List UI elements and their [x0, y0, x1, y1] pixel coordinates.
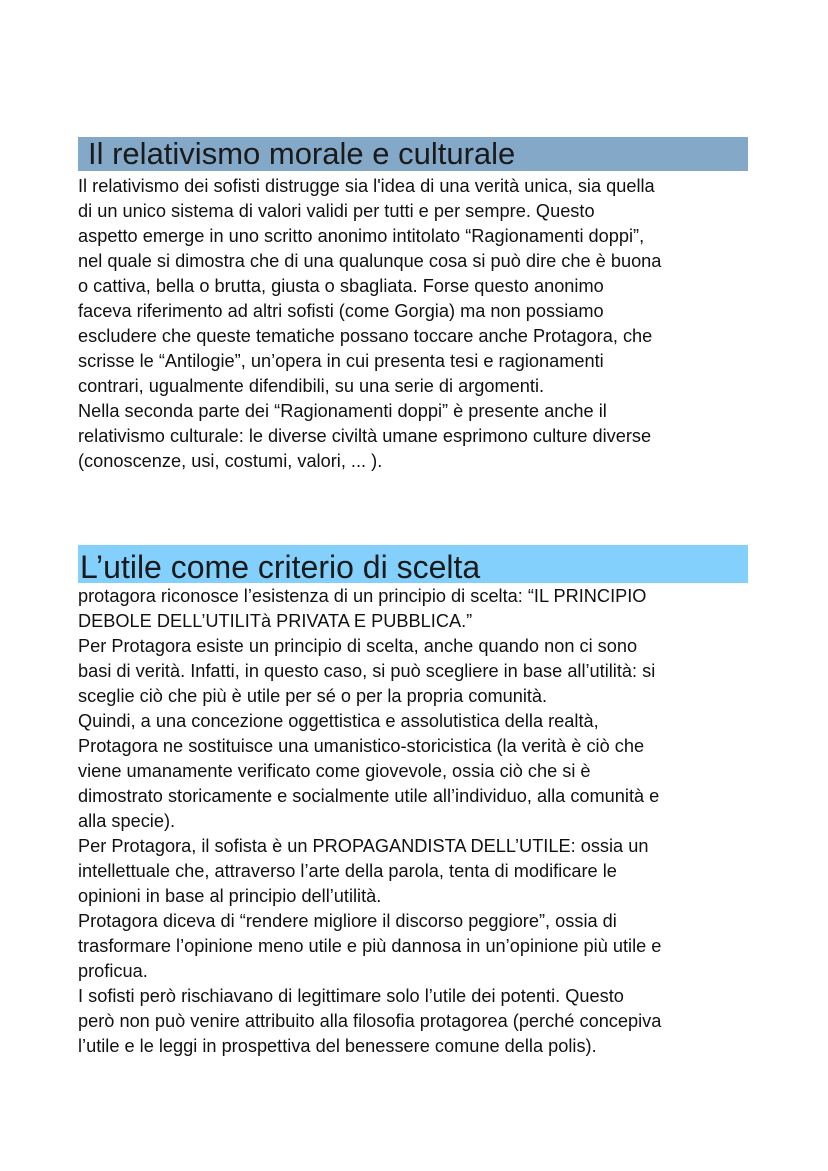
text-line: relativismo culturale: le diverse civiltà umane esprimono culture diverse [78, 426, 652, 446]
section-relativismo [78, 137, 748, 474]
text-line: però non può venire attribuito alla filosofia protagorea (perché concepiva [78, 1011, 662, 1031]
section-body-relativismo [78, 174, 748, 474]
text-line: o cattiva, bella o brutta, giusta o sbagliata. Forse questo anonimo [78, 276, 604, 296]
text-line: Protagora diceva di “rendere migliore il discorso peggiore”, ossia di [78, 911, 617, 931]
text-line: dimostrato storicamente e socialmente utile all’individuo, alla comunità e [78, 786, 660, 806]
text-line: protagora riconosce l’esistenza di un principio di scelta: “IL PRINCIPIO [78, 586, 647, 606]
text-line: alla specie). [78, 811, 176, 831]
section-body-utile [78, 584, 748, 1059]
text-line: nel quale si dimostra che di una qualunque cosa si può dire che è buona [78, 251, 662, 271]
text-line: Nella seconda parte dei “Ragionamenti doppi” è presente anche il [78, 401, 607, 421]
text-line: I sofisti però rischiavano di legittimare solo l’utile dei potenti. Questo [78, 986, 624, 1006]
text-line: (conoscenze, usi, costumi, valori, ... ). [78, 451, 383, 471]
text-line: DEBOLE DELL’UTILITà PRIVATA E PUBBLICA.” [78, 611, 473, 631]
text-line: basi di verità. Infatti, in questo caso, si può scegliere in base all’utilità: si [78, 661, 656, 681]
text-line: Per Protagora esiste un principio di scelta, anche quando non ci sono [78, 636, 638, 656]
text-line: scrisse le “Antilogie”, un’opera in cui presenta tesi e ragionamenti [78, 351, 604, 371]
text-line: opinioni in base al principio dell’utilità. [78, 886, 382, 906]
text-line: aspetto emerge in uno scritto anonimo intitolato “Ragionamenti doppi”, [78, 226, 645, 246]
text-line: viene umanamente verificato come giovevole, ossia ciò che si è [78, 761, 591, 781]
text-line: l’utile e le leggi in prospettiva del benessere comune della polis). [78, 1036, 597, 1056]
text-line: contrari, ugualmente difendibili, su una serie di argomenti. [78, 376, 545, 396]
text-line: faceva riferimento ad altri sofisti (come Gorgia) ma non possiamo [78, 301, 604, 321]
section-heading-relativismo: Il relativismo morale e culturale [78, 137, 748, 171]
text-line: escludere che queste tematiche possano toccare anche Protagora, che [78, 326, 653, 346]
text-line: Il relativismo dei sofisti distrugge sia l'idea di una verità unica, sia quella [78, 176, 655, 196]
section-heading-utile: L’utile come criterio di scelta [78, 545, 748, 583]
text-line: Quindi, a una concezione oggettistica e assolutistica della realtà, [78, 711, 599, 731]
text-line: di un unico sistema di valori validi per tutti e per sempre. Questo [78, 201, 595, 221]
text-line: Per Protagora, il sofista è un PROPAGANDISTA DELL’UTILE: ossia un [78, 836, 649, 856]
text-line: proficua. [78, 961, 148, 981]
text-line: Protagora ne sostituisce una umanistico-storicistica (la verità è ciò che [78, 736, 645, 756]
text-line: sceglie ciò che più è utile per sé o per la propria comunità. [78, 686, 548, 706]
text-line: intellettuale che, attraverso l’arte della parola, tenta di modificare le [78, 861, 617, 881]
section-utile [78, 545, 748, 1059]
text-line: trasformare l’opinione meno utile e più dannosa in un’opinione più utile e [78, 936, 662, 956]
